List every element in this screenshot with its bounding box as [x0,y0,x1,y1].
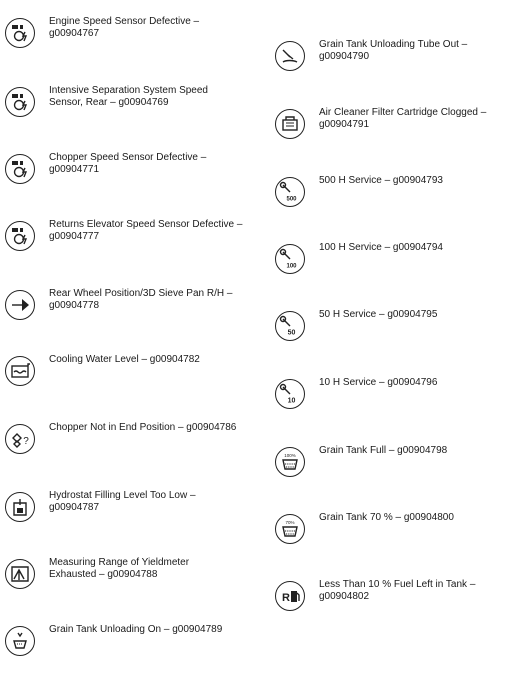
legend-item [275,579,475,611]
fuel-reserve-icon [275,581,305,611]
svg-text:500: 500 [286,196,297,203]
grain-tank-full-icon [275,447,305,477]
legend-item [5,16,199,48]
legend-item-text: Intensive Separation System Speed Sensor, Rear – g00904769 [49,85,208,108]
wrench-icon [275,244,305,274]
legend-item-text: Chopper Not in End Position – g00904786 [49,422,237,433]
legend-item [275,39,467,71]
legend-item-text: Chopper Speed Sensor Defective – g00904771 [49,152,207,175]
legend-item-text: 10 H Service – g00904796 [319,377,438,388]
legend-item-text: Measuring Range of Yieldmeter Exhausted – g00904788 [49,557,190,580]
hydrostat-oil-icon [5,492,35,522]
legend-item [275,309,437,341]
svg-text:100: 100 [286,263,297,270]
legend-item-text: 50 H Service – g00904795 [319,309,438,320]
grain-unloading-icon [5,626,35,656]
legend-item [5,557,189,589]
legend-item-text: 500 H Service – g00904793 [319,175,443,186]
separation-sensor-icon [5,87,35,117]
wrench-icon [275,177,305,207]
legend-item-text: Grain Tank Unloading On – g00904789 [49,624,223,635]
legend-item-text: Air Cleaner Filter Cartridge Clogged – g00904791 [319,107,487,130]
legend-item [5,354,200,386]
legend-item-text: Grain Tank Unloading Tube Out – g00904790 [319,39,468,62]
svg-text:10: 10 [287,397,296,405]
air-filter-icon [275,109,305,139]
grain-tank-70-icon [275,514,305,544]
legend-item-text: 100 H Service – g00904794 [319,242,443,253]
chopper-position-icon [5,424,35,454]
unloading-tube-icon [275,41,305,71]
chopper-sensor-icon [5,154,35,184]
yieldmeter-icon [5,559,35,589]
legend-item-text: Engine Speed Sensor Defective – g00904767 [49,16,200,39]
legend-item [275,377,437,409]
legend-item [5,422,236,454]
legend-item-text: Grain Tank Full – g00904798 [319,445,448,456]
legend-item-text: Grain Tank 70 % – g00904800 [319,512,454,523]
svg-text:R: R [282,592,290,604]
legend-item-text: Returns Elevator Speed Sensor Defective – g00904777 [49,219,243,242]
legend-item [275,242,443,274]
svg-text:?: ? [23,436,29,447]
coolant-level-icon [5,356,35,386]
elevator-sensor-icon [5,221,35,251]
legend-item-text: Cooling Water Level – g00904782 [49,354,200,365]
wrench-icon [275,379,305,409]
legend-item [5,624,222,656]
legend-item [275,175,443,207]
legend-item [5,219,242,251]
legend-item [5,85,208,117]
wrench-icon [275,311,305,341]
legend-item [5,152,206,184]
legend-item [275,445,447,477]
legend-item-text: Hydrostat Filling Level Too Low – g00904787 [49,490,196,513]
legend-item-text: Less Than 10 % Fuel Left in Tank – g00904802 [319,579,476,602]
legend-item [275,512,454,544]
engine-speed-sensor-icon [5,18,35,48]
svg-text:100%: 100% [284,453,296,458]
svg-text:70%: 70% [285,520,295,525]
legend-item [5,288,232,320]
arrow-right-icon [5,290,35,320]
svg-text:50: 50 [287,329,296,337]
legend-item-text: Rear Wheel Position/3D Sieve Pan R/H – g00904778 [49,288,233,311]
legend-item [275,107,486,139]
legend-item [5,490,196,522]
